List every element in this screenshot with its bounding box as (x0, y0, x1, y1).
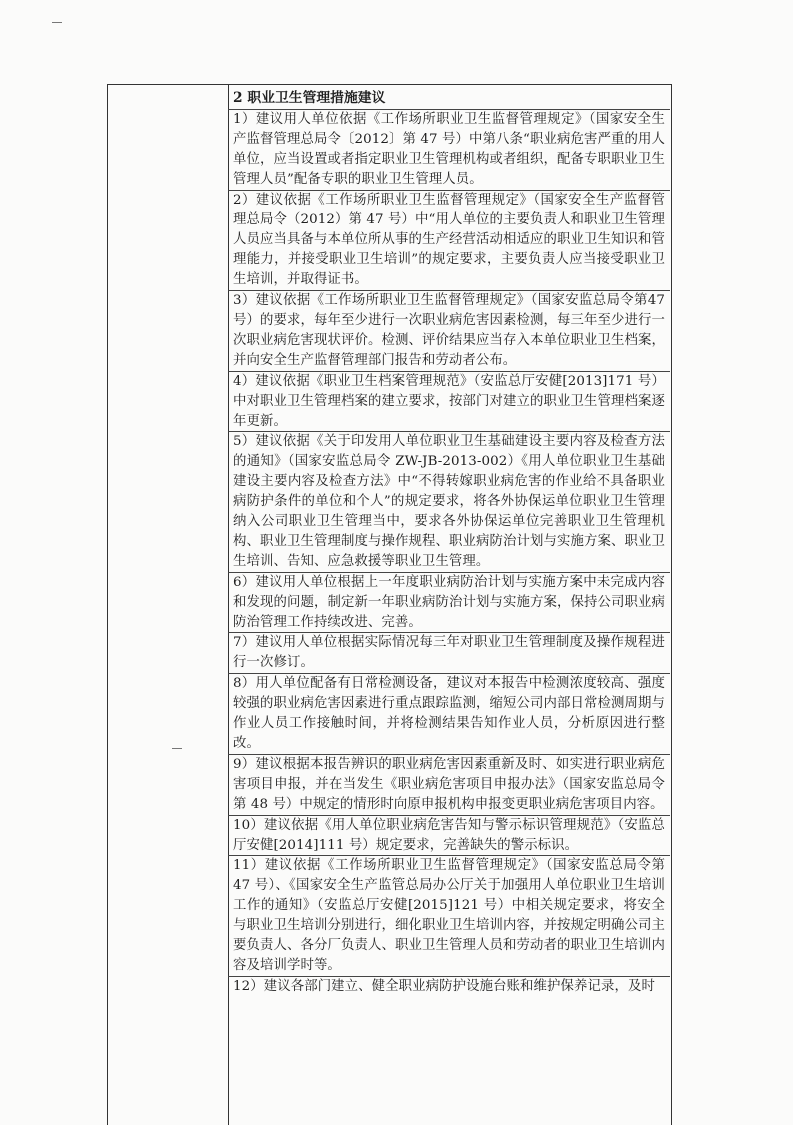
suggestion-item: 1）建议用人单位依据《工作场所职业卫生监督管理规定》（国家安全生产监督管理总局令〔2012〕第 47 号）中第八条“职业病危害严重的用人单位，应当设置或者指定职业卫生管理机构或者组织，配备专职职业卫生管理人员”配备专职的职业卫生管理人员。 (233, 111, 665, 187)
suggestion-item: 8）用人单位配备有日常检测设备，建议对本报告中检测浓度较高、强度较强的职业病危害因素进行重点跟踪监测，缩短公司内部日常检测周期与作业人员工作接触时间，并将检测结果告知作业人员，分析原因进行整改。 (233, 676, 665, 751)
table-frame (107, 84, 672, 1125)
suggestion-item: 11）建议依据《工作场所职业卫生监督管理规定》（国家安监总局令第47 号）、《国家安全生产监管总局办公厅关于加强用人单位职业卫生培训工作的通知》（安监总厅安健[2015]121 号）中相关规定要求，将安全与职业卫生培训分别进行，细化职业卫生培训内容，并按规定明确公司主要负责人、各分厂负责人、职业卫生管理人员和劳动者的职业卫生培训内容及培训学时等。 (233, 858, 665, 973)
suggestion-item: 3）建议依据《工作场所职业卫生监督管理规定》（国家安监总局令第47 号）的要求，每年至少进行一次职业病危害因素检测，每三年至少进行一次职业病危害现状评价。检测、评价结果应当存入本单位职业卫生档案，并向安全生产监督管理部门报告和劳动者公布。 (233, 293, 665, 368)
suggestion-item: 5）建议依据《关于印发用人单位职业卫生基础建设主要内容及检查方法的通知》（国家安监总局令 ZW-JB-2013-002）《用人单位职业卫生基础建设主要内容及检查方法》中“不得转嫁职业病危害的作业给不具备职业病防护条件的单位和个人”的规定要求，将各外协保运单位职业卫生管理纳入公司职业卫生管理当中，要求各外协保运单位完善职业卫生管理机构、职业卫生管理制度与操作规程、职业病防治计划与实施方案、职业卫生培训、告知、应急救援等职业卫生管理。 (233, 434, 665, 569)
suggestion-item: 4）建议依据《职业卫生档案管理规范》（安监总厅安健[2013]171 号）中对职业卫生管理档案的建立要求，按部门对建立的职业卫生管理档案逐年更新。 (233, 373, 665, 429)
suggestion-item: 2）建议依据《工作场所职业卫生监督管理规定》（国家安全生产监督管理总局令（2012）第 47 号）中“用人单位的主要负责人和职业卫生管理人员应当具备与本单位所从事的生产经营活动相适应的职业卫生知识和管理能力，并接受职业卫生培训”的规定要求，主要负责人应当接受职业卫生培训，并取得证书。 (233, 192, 665, 288)
column-divider (228, 85, 229, 1125)
section-heading: 2 职业卫生管理措施建议 (233, 90, 386, 106)
suggestion-item: 7）建议用人单位根据实际情况每三年对职业卫生管理制度及操作规程进行一次修订。 (233, 635, 665, 671)
suggestion-item: 6）建议用人单位根据上一年度职业病防治计划与实施方案中未完成内容和发现的问题，制定新一年职业病防治计划与实施方案，保持公司职业病防治管理工作持续改进、完善。 (233, 574, 665, 630)
scan-mark (52, 22, 62, 23)
suggestion-item: 9）建议根据本报告辨识的职业病危害因素重新及时、如实进行职业病危害项目申报，并在当发生《职业病危害项目申报办法》（国家安监总局令第 48 号）中规定的情形时向原申报机构申报变更职业病危害项目内容。 (233, 756, 665, 812)
content-cell (233, 89, 665, 997)
suggestion-item: 10）建议依据《用人单位职业病危害告知与警示标识管理规范》（安监总厅安健[2014]111 号）规定要求，完善缺失的警示标识。 (233, 817, 665, 853)
suggestion-item: 12）建议各部门建立、健全职业病防护设施台账和维护保养记录，及时 (233, 978, 655, 994)
